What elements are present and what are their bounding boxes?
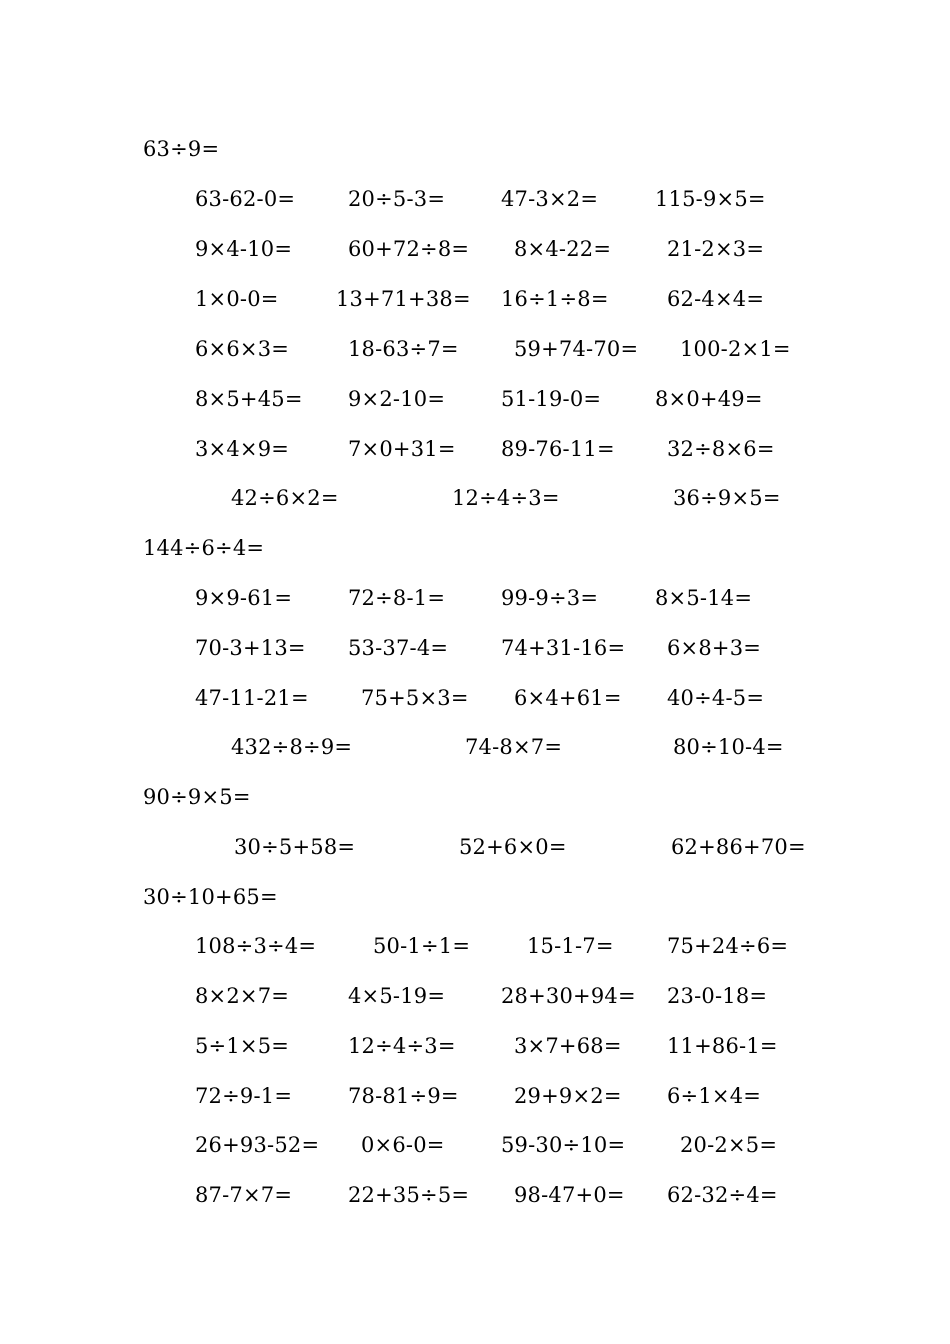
equation: 75+5×3= — [361, 686, 469, 710]
equation: 8×5-14= — [655, 586, 753, 610]
equation: 63÷9= — [143, 137, 220, 161]
equation: 60+72÷8= — [348, 237, 470, 261]
equation: 74-8×7= — [465, 735, 563, 759]
equation: 89-76-11= — [501, 437, 615, 461]
equation: 115-9×5= — [655, 187, 766, 211]
equation: 29+9×2= — [514, 1084, 622, 1108]
equation: 22+35÷5= — [348, 1183, 470, 1207]
equation: 72÷9-1= — [195, 1084, 293, 1108]
equation: 16÷1÷8= — [501, 287, 609, 311]
equation: 6×4+61= — [514, 686, 622, 710]
equation: 28+30+94= — [501, 984, 636, 1008]
equation: 9×2-10= — [348, 387, 446, 411]
equation: 100-2×1= — [680, 337, 791, 361]
equation: 40÷4-5= — [667, 686, 765, 710]
equation: 59-30÷10= — [501, 1133, 626, 1157]
equation: 80÷10-4= — [673, 735, 784, 759]
equation: 32÷8×6= — [667, 437, 775, 461]
equation: 47-3×2= — [501, 187, 599, 211]
equation: 6×6×3= — [195, 337, 290, 361]
equation: 8×0+49= — [655, 387, 763, 411]
equation: 12÷4÷3= — [452, 486, 560, 510]
equation: 8×4-22= — [514, 237, 612, 261]
equation: 63-62-0= — [195, 187, 296, 211]
equation: 3×7+68= — [514, 1034, 622, 1058]
equation: 51-19-0= — [501, 387, 602, 411]
equation: 42÷6×2= — [231, 486, 339, 510]
equation: 18-63÷7= — [348, 337, 459, 361]
equation: 20-2×5= — [680, 1133, 778, 1157]
equation: 3×4×9= — [195, 437, 290, 461]
equation: 30÷5+58= — [234, 835, 356, 859]
equation: 432÷8÷9= — [231, 735, 353, 759]
equation: 70-3+13= — [195, 636, 306, 660]
equation: 47-11-21= — [195, 686, 309, 710]
equation: 108÷3÷4= — [195, 934, 317, 958]
equation: 0×6-0= — [361, 1133, 445, 1157]
equation: 36÷9×5= — [673, 486, 781, 510]
equation: 59+74-70= — [514, 337, 639, 361]
equation: 20÷5-3= — [348, 187, 446, 211]
equation: 90÷9×5= — [143, 785, 251, 809]
equation: 13+71+38= — [336, 287, 471, 311]
equation: 50-1÷1= — [373, 934, 471, 958]
equation: 4×5-19= — [348, 984, 446, 1008]
equation: 62-32÷4= — [667, 1183, 778, 1207]
equation: 11+86-1= — [667, 1034, 778, 1058]
equation: 23-0-18= — [667, 984, 768, 1008]
equation: 8×2×7= — [195, 984, 290, 1008]
equation: 26+93-52= — [195, 1133, 320, 1157]
equation: 15-1-7= — [527, 934, 614, 958]
equation: 98-47+0= — [514, 1183, 625, 1207]
equation: 21-2×3= — [667, 237, 765, 261]
equation: 30÷10+65= — [143, 885, 278, 909]
equation: 7×0+31= — [348, 437, 456, 461]
equation: 87-7×7= — [195, 1183, 293, 1207]
equation: 78-81÷9= — [348, 1084, 459, 1108]
equation: 72÷8-1= — [348, 586, 446, 610]
equation: 1×0-0= — [195, 287, 279, 311]
equation: 6÷1×4= — [667, 1084, 762, 1108]
equation: 9×4-10= — [195, 237, 293, 261]
equation: 62+86+70= — [671, 835, 806, 859]
equation: 53-37-4= — [348, 636, 449, 660]
equation: 6×8+3= — [667, 636, 762, 660]
equation: 8×5+45= — [195, 387, 303, 411]
equation: 12÷4÷3= — [348, 1034, 456, 1058]
equation: 52+6×0= — [459, 835, 567, 859]
equation: 74+31-16= — [501, 636, 626, 660]
equation: 9×9-61= — [195, 586, 293, 610]
equation: 75+24÷6= — [667, 934, 789, 958]
equation: 62-4×4= — [667, 287, 765, 311]
equation: 5÷1×5= — [195, 1034, 290, 1058]
equation: 144÷6÷4= — [143, 536, 265, 560]
equation: 99-9÷3= — [501, 586, 599, 610]
